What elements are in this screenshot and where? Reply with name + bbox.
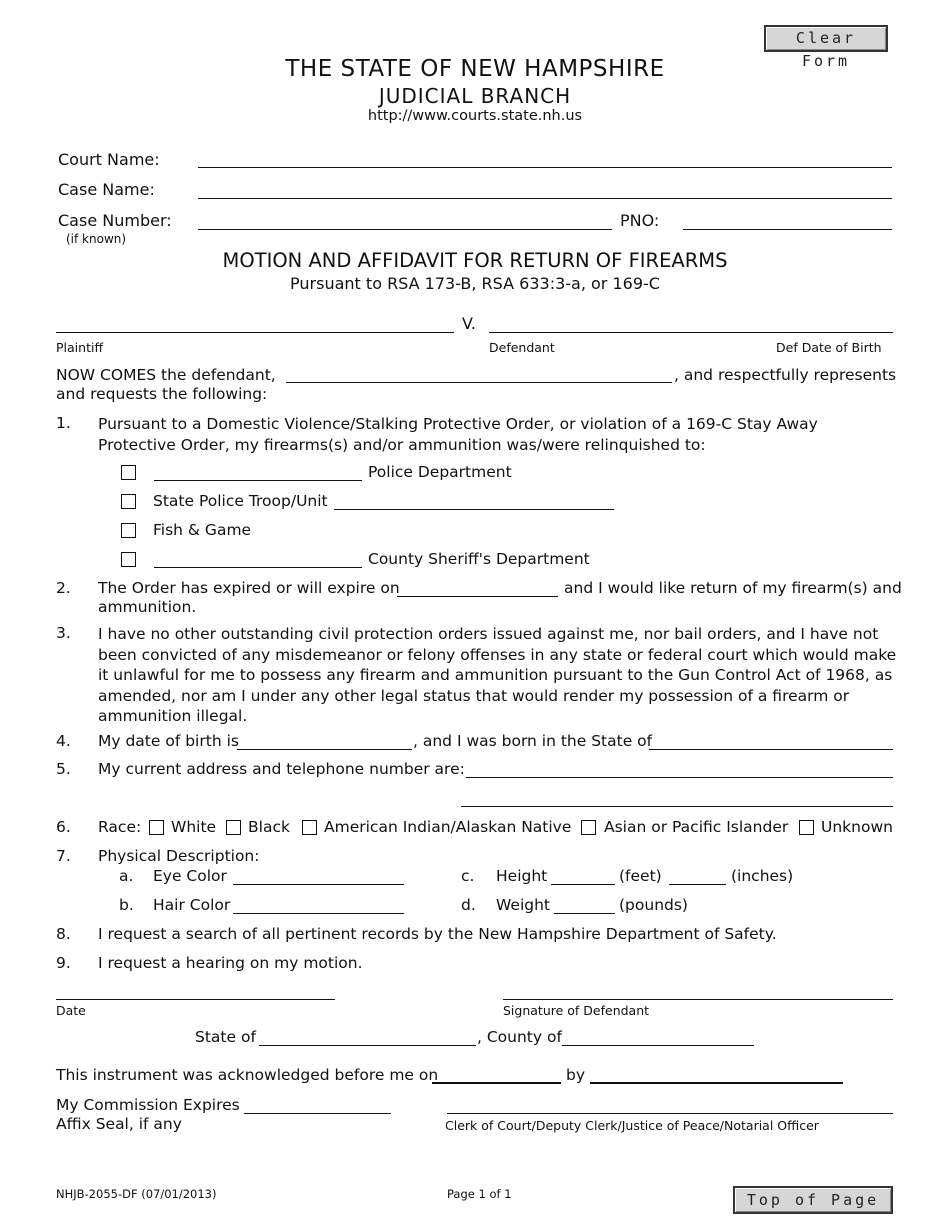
item-4-text-a: My date of birth is <box>98 732 239 750</box>
versus-label: V. <box>462 314 476 333</box>
defendant-label: Defendant <box>489 340 555 355</box>
notary-county-input[interactable] <box>562 1045 754 1046</box>
race-asian-label: Asian or Pacific Islander <box>604 818 789 836</box>
item-8-text: I request a search of all pertinent records by the New Hampshire Department of Safety. <box>98 925 777 943</box>
item-9-text: I request a hearing on my motion. <box>98 954 363 972</box>
court-name-input[interactable] <box>198 167 892 168</box>
branch-heading: JUDICIAL BRANCH <box>378 84 572 108</box>
by-label: by <box>566 1066 586 1084</box>
plaintiff-input[interactable] <box>56 332 454 333</box>
item-1-number: 1. <box>56 414 71 432</box>
eye-letter: a. <box>119 867 134 885</box>
weight-letter: d. <box>461 896 476 914</box>
date-label: Date <box>56 1003 86 1018</box>
item-5-text: My current address and telephone number are: <box>98 760 465 778</box>
page-number: Page 1 of 1 <box>447 1187 512 1201</box>
acknowledged-date-input[interactable] <box>432 1082 561 1084</box>
police-dept-label: Police Department <box>368 463 512 481</box>
inches-label: (inches) <box>731 867 794 885</box>
state-police-checkbox[interactable] <box>121 494 136 509</box>
respectfully-text: , and respectfully represents <box>674 366 897 384</box>
race-black-label: Black <box>248 818 290 836</box>
police-dept-input[interactable] <box>154 480 362 481</box>
county-of-label: , County of <box>477 1028 562 1046</box>
top-of-page-button[interactable]: Top of Page <box>733 1186 893 1214</box>
def-dob-label: Def Date of Birth <box>776 340 882 355</box>
notary-state-input[interactable] <box>259 1045 476 1046</box>
item-3-text: I have no other outstanding civil protection orders issued against me, nor bail orders, and I have not been convicted of any misdemeanor or felony offenses in any state or federal court which would make it unlawful for me to possess any firearm and ammunition pursuant to the Gun Control Act of 1968, as amended, nor am I under any other legal status that would render my possession of a firearm or ammunition illegal. <box>98 625 897 725</box>
dob-input[interactable] <box>237 749 412 750</box>
now-comes-text: NOW COMES the defendant, <box>56 366 276 384</box>
sheriff-checkbox[interactable] <box>121 552 136 567</box>
requests-text: and requests the following: <box>56 385 268 403</box>
affix-seal-label: Affix Seal, if any <box>56 1115 182 1133</box>
race-native-label: American Indian/Alaskan Native <box>324 818 572 836</box>
race-white-checkbox[interactable] <box>149 820 164 835</box>
police-dept-checkbox[interactable] <box>121 465 136 480</box>
item-2-text-b: and I would like return of my firearm(s) and <box>564 579 902 597</box>
race-black-checkbox[interactable] <box>226 820 241 835</box>
pno-input[interactable] <box>683 229 892 230</box>
expire-date-input[interactable] <box>397 596 558 597</box>
clerk-label: Clerk of Court/Deputy Clerk/Justice of Peace/Notarial Officer <box>445 1118 819 1133</box>
eye-color-input[interactable] <box>233 884 404 885</box>
address-input-2[interactable] <box>461 806 893 807</box>
defendant-input[interactable] <box>489 332 893 333</box>
item-8-number: 8. <box>56 925 71 943</box>
fish-game-label: Fish & Game <box>153 521 252 539</box>
weight-input[interactable] <box>554 913 615 914</box>
pounds-label: (pounds) <box>619 896 688 914</box>
state-police-input[interactable] <box>334 509 614 510</box>
date-input[interactable] <box>56 999 335 1000</box>
commission-label: My Commission Expires <box>56 1096 240 1114</box>
fish-game-checkbox[interactable] <box>121 523 136 538</box>
race-white-label: White <box>171 818 217 836</box>
item-7-number: 7. <box>56 847 71 865</box>
race-asian-checkbox[interactable] <box>581 820 596 835</box>
item-4-number: 4. <box>56 732 71 750</box>
item-4-text-b: , and I was born in the State of <box>413 732 653 750</box>
race-unknown-label: Unknown <box>821 818 893 836</box>
race-unknown-checkbox[interactable] <box>799 820 814 835</box>
sheriff-label: County Sheriff's Department <box>368 550 590 568</box>
physical-label: Physical Description: <box>98 847 260 865</box>
state-heading: THE STATE OF NEW HAMPSHIRE <box>285 56 665 82</box>
clerk-signature-input[interactable] <box>447 1113 893 1114</box>
acknowledged-by-input[interactable] <box>590 1082 843 1084</box>
height-inches-input[interactable] <box>669 884 726 885</box>
item-3-number: 3. <box>56 624 71 642</box>
acknowledged-text: This instrument was acknowledged before me on <box>56 1066 439 1084</box>
defendant-signature-input[interactable] <box>503 999 893 1000</box>
defendant-name-input[interactable] <box>286 382 672 383</box>
case-number-input[interactable] <box>198 229 612 230</box>
hair-letter: b. <box>119 896 134 914</box>
weight-label: Weight <box>496 896 551 914</box>
height-label: Height <box>496 867 548 885</box>
if-known-note: (if known) <box>66 232 127 246</box>
race-label: Race: <box>98 818 142 836</box>
case-name-input[interactable] <box>198 198 892 199</box>
motion-subtitle: Pursuant to RSA 173-B, RSA 633:3-a, or 169-C <box>290 274 660 293</box>
county-input[interactable] <box>154 567 362 568</box>
hair-color-input[interactable] <box>233 913 404 914</box>
pno-label: PNO: <box>620 211 660 230</box>
item-2-text-a: The Order has expired or will expire on <box>98 579 400 597</box>
eye-label: Eye Color <box>153 867 227 885</box>
item-5-number: 5. <box>56 760 71 778</box>
hair-label: Hair Color <box>153 896 231 914</box>
birth-state-input[interactable] <box>649 749 893 750</box>
feet-label: (feet) <box>619 867 662 885</box>
plaintiff-label: Plaintiff <box>56 340 104 355</box>
item-2-text-c: ammunition. <box>98 598 197 616</box>
motion-title: MOTION AND AFFIDAVIT FOR RETURN OF FIREARMS <box>222 249 728 272</box>
race-native-checkbox[interactable] <box>302 820 317 835</box>
state-police-label: State Police Troop/Unit <box>153 492 328 510</box>
commission-expires-input[interactable] <box>244 1113 391 1114</box>
court-name-label: Court Name: <box>58 150 160 169</box>
address-input-1[interactable] <box>466 777 893 778</box>
case-name-label: Case Name: <box>58 180 155 199</box>
height-feet-input[interactable] <box>551 884 615 885</box>
case-number-label: Case Number: <box>58 211 172 230</box>
court-url: http://www.courts.state.nh.us <box>367 108 583 124</box>
signature-defendant-label: Signature of Defendant <box>503 1003 650 1018</box>
form-id: NHJB-2055-DF (07/01/2013) <box>56 1187 217 1201</box>
state-of-label: State of <box>195 1028 256 1046</box>
item-6-number: 6. <box>56 818 71 836</box>
clear-form-button[interactable]: Clear Form <box>764 25 888 52</box>
item-9-number: 9. <box>56 954 71 972</box>
item-2-number: 2. <box>56 579 71 597</box>
height-letter: c. <box>461 867 475 885</box>
item-1-text: Pursuant to a Domestic Violence/Stalking Protective Order, or violation of a 169-C Stay Away Protective Order, my firearms(s) and/or ammunition was/were relinquished to: <box>98 415 818 454</box>
